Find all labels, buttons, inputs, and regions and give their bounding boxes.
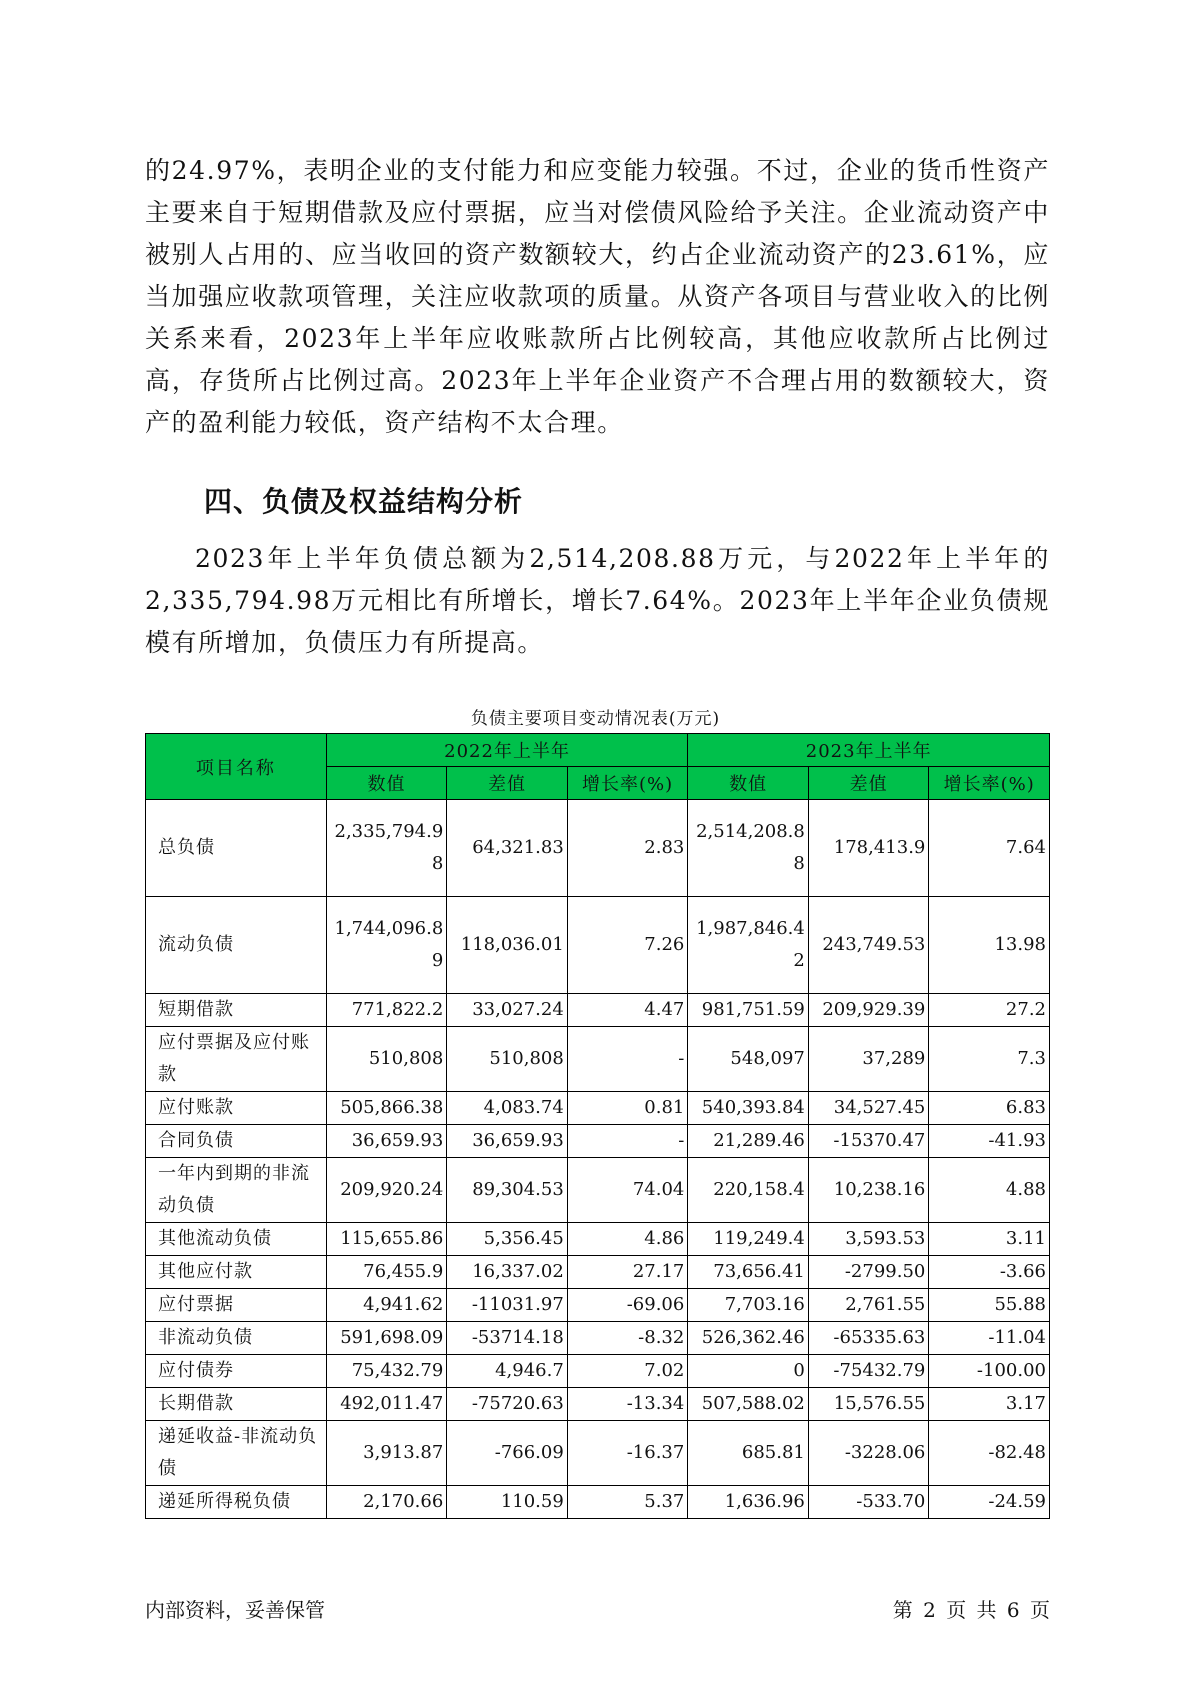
cell-growth-2022: 4.86 — [567, 1223, 688, 1256]
cell-item-name: 应付账款 — [146, 1092, 327, 1125]
cell-growth-2022: 7.26 — [567, 897, 688, 994]
table-row — [146, 1256, 1050, 1289]
cell-diff-2023: -65335.63 — [808, 1322, 929, 1355]
cell-diff-2023: 34,527.45 — [808, 1092, 929, 1125]
cell-value-2023: 526,362.46 — [688, 1322, 809, 1355]
table-row — [146, 1158, 1050, 1223]
section-heading-liability: 四、负债及权益结构分析 — [204, 485, 524, 518]
cell-diff-2022: 4,946.7 — [447, 1355, 568, 1388]
liability-change-table — [145, 733, 1050, 1519]
cell-value-2023: 220,158.4 — [688, 1158, 809, 1223]
cell-item-name: 递延所得税负债 — [146, 1486, 327, 1519]
cell-value-2023: 685.81 — [688, 1421, 809, 1486]
table-row — [146, 1092, 1050, 1125]
cell-item-name: 总负债 — [146, 800, 327, 897]
cell-value-2023: 73,656.41 — [688, 1256, 809, 1289]
cell-value-2022: 591,698.09 — [326, 1322, 447, 1355]
cell-growth-2022: - — [567, 1027, 688, 1092]
header-item-name: 项目名称 — [146, 734, 327, 800]
table-row — [146, 1289, 1050, 1322]
cell-diff-2023: 209,929.39 — [808, 994, 929, 1027]
footer-confidential-note: 内部资料，妥善保管 — [145, 1598, 325, 1622]
cell-growth-2022: 4.47 — [567, 994, 688, 1027]
cell-growth-2023: -82.48 — [929, 1421, 1050, 1486]
cell-value-2022: 209,920.24 — [326, 1158, 447, 1223]
cell-growth-2023: -41.93 — [929, 1125, 1050, 1158]
cell-diff-2023: 10,238.16 — [808, 1158, 929, 1223]
cell-diff-2023: 37,289 — [808, 1027, 929, 1092]
cell-growth-2022: 27.17 — [567, 1256, 688, 1289]
table-row — [146, 994, 1050, 1027]
cell-growth-2022: -16.37 — [567, 1421, 688, 1486]
cell-diff-2023: -75432.79 — [808, 1355, 929, 1388]
cell-diff-2023: 243,749.53 — [808, 897, 929, 994]
table-row — [146, 1421, 1050, 1486]
cell-diff-2023: -533.70 — [808, 1486, 929, 1519]
header-value-2022: 数值 — [326, 767, 447, 800]
cell-value-2022: 75,432.79 — [326, 1355, 447, 1388]
cell-value-2023: 2,514,208.88 — [688, 800, 809, 897]
cell-value-2023: 507,588.02 — [688, 1388, 809, 1421]
cell-growth-2023: -3.66 — [929, 1256, 1050, 1289]
paragraph-asset-summary: 的24.97%，表明企业的支付能力和应变能力较强。不过，企业的货币性资产主要来自于短期借款及应付票据，应当对偿债风险给予关注。企业流动资产中被别人占用的、应当收回的资产数额较大，约占企业流动资产的23.61%，应当加强应收款项管理，关注应收款项的质量。从资产各项目与营业收入的比例关系来看，2023年上半年应收账款所占比例较高，其他应收款所占比例过高，存货所占比例过高。2023年上半年企业资产不合理占用的数额较大，资产的盈利能力较低，资产结构不太合理。 — [145, 156, 1050, 437]
cell-diff-2022: 16,337.02 — [447, 1256, 568, 1289]
cell-value-2023: 1,987,846.42 — [688, 897, 809, 994]
cell-value-2023: 0 — [688, 1355, 809, 1388]
cell-diff-2022: 118,036.01 — [447, 897, 568, 994]
cell-value-2022: 76,455.9 — [326, 1256, 447, 1289]
cell-item-name: 递延收益-非流动负债 — [146, 1421, 327, 1486]
cell-diff-2022: 33,027.24 — [447, 994, 568, 1027]
header-growth-2023: 增长率(%) — [929, 767, 1050, 800]
cell-growth-2022: 74.04 — [567, 1158, 688, 1223]
cell-growth-2023: 3.11 — [929, 1223, 1050, 1256]
cell-value-2023: 548,097 — [688, 1027, 809, 1092]
cell-growth-2023: 7.64 — [929, 800, 1050, 897]
table-row — [146, 1027, 1050, 1092]
table-row — [146, 1355, 1050, 1388]
table-row — [146, 1223, 1050, 1256]
cell-diff-2022: -53714.18 — [447, 1322, 568, 1355]
footer-page-number: 第 2 页 共 6 页 — [892, 1598, 1050, 1622]
cell-diff-2023: 15,576.55 — [808, 1388, 929, 1421]
cell-item-name: 应付票据及应付账款 — [146, 1027, 327, 1092]
cell-growth-2023: -24.59 — [929, 1486, 1050, 1519]
table-row — [146, 1486, 1050, 1519]
cell-diff-2022: 89,304.53 — [447, 1158, 568, 1223]
cell-diff-2022: 36,659.93 — [447, 1125, 568, 1158]
cell-value-2022: 505,866.38 — [326, 1092, 447, 1125]
cell-growth-2023: 13.98 — [929, 897, 1050, 994]
cell-growth-2022: -13.34 — [567, 1388, 688, 1421]
header-value-2023: 数值 — [688, 767, 809, 800]
cell-diff-2023: 2,761.55 — [808, 1289, 929, 1322]
table-caption: 负债主要项目变动情况表(万元) — [470, 709, 721, 729]
cell-value-2022: 4,941.62 — [326, 1289, 447, 1322]
header-growth-2022: 增长率(%) — [567, 767, 688, 800]
cell-growth-2023: -100.00 — [929, 1355, 1050, 1388]
cell-growth-2023: 7.3 — [929, 1027, 1050, 1092]
table-body — [146, 800, 1050, 1519]
cell-diff-2022: 4,083.74 — [447, 1092, 568, 1125]
cell-diff-2022: -766.09 — [447, 1421, 568, 1486]
cell-growth-2022: 2.83 — [567, 800, 688, 897]
cell-growth-2022: -69.06 — [567, 1289, 688, 1322]
cell-value-2022: 510,808 — [326, 1027, 447, 1092]
cell-growth-2023: 3.17 — [929, 1388, 1050, 1421]
cell-item-name: 其他流动负债 — [146, 1223, 327, 1256]
cell-item-name: 一年内到期的非流动负债 — [146, 1158, 327, 1223]
table-row — [146, 800, 1050, 897]
cell-growth-2023: 4.88 — [929, 1158, 1050, 1223]
cell-value-2023: 21,289.46 — [688, 1125, 809, 1158]
cell-item-name: 其他应付款 — [146, 1256, 327, 1289]
cell-growth-2022: 7.02 — [567, 1355, 688, 1388]
cell-value-2022: 492,011.47 — [326, 1388, 447, 1421]
header-diff-2023: 差值 — [808, 767, 929, 800]
cell-item-name: 流动负债 — [146, 897, 327, 994]
cell-diff-2022: 510,808 — [447, 1027, 568, 1092]
cell-value-2023: 7,703.16 — [688, 1289, 809, 1322]
cell-diff-2023: -2799.50 — [808, 1256, 929, 1289]
cell-diff-2022: 64,321.83 — [447, 800, 568, 897]
table-row — [146, 1388, 1050, 1421]
cell-item-name: 非流动负债 — [146, 1322, 327, 1355]
cell-diff-2022: 110.59 — [447, 1486, 568, 1519]
cell-value-2022: 2,335,794.98 — [326, 800, 447, 897]
cell-item-name: 应付债券 — [146, 1355, 327, 1388]
cell-growth-2023: 27.2 — [929, 994, 1050, 1027]
cell-growth-2022: - — [567, 1125, 688, 1158]
cell-diff-2023: -15370.47 — [808, 1125, 929, 1158]
cell-value-2022: 36,659.93 — [326, 1125, 447, 1158]
cell-diff-2023: -3228.06 — [808, 1421, 929, 1486]
cell-item-name: 应付票据 — [146, 1289, 327, 1322]
cell-value-2023: 540,393.84 — [688, 1092, 809, 1125]
cell-value-2023: 119,249.4 — [688, 1223, 809, 1256]
table-row — [146, 1125, 1050, 1158]
cell-diff-2023: 178,413.9 — [808, 800, 929, 897]
paragraph-liability-summary: 2023年上半年负债总额为2,514,208.88万元，与2022年上半年的2,335,794.98万元相比有所增长，增长7.64%。2023年上半年企业负债规模有所增加，负债压力有所提高。 — [145, 544, 1050, 657]
cell-growth-2023: 6.83 — [929, 1092, 1050, 1125]
table-row — [146, 897, 1050, 994]
cell-diff-2022: -11031.97 — [447, 1289, 568, 1322]
cell-item-name: 短期借款 — [146, 994, 327, 1027]
cell-value-2023: 1,636.96 — [688, 1486, 809, 1519]
cell-value-2022: 771,822.2 — [326, 994, 447, 1027]
cell-growth-2022: 0.81 — [567, 1092, 688, 1125]
cell-value-2023: 981,751.59 — [688, 994, 809, 1027]
header-period-2022: 2022年上半年 — [326, 734, 688, 767]
cell-item-name: 合同负债 — [146, 1125, 327, 1158]
cell-item-name: 长期借款 — [146, 1388, 327, 1421]
cell-value-2022: 2,170.66 — [326, 1486, 447, 1519]
cell-diff-2022: -75720.63 — [447, 1388, 568, 1421]
cell-growth-2022: 5.37 — [567, 1486, 688, 1519]
cell-value-2022: 1,744,096.89 — [326, 897, 447, 994]
cell-value-2022: 115,655.86 — [326, 1223, 447, 1256]
table-row — [146, 1322, 1050, 1355]
cell-diff-2022: 5,356.45 — [447, 1223, 568, 1256]
cell-growth-2022: -8.32 — [567, 1322, 688, 1355]
cell-growth-2023: 55.88 — [929, 1289, 1050, 1322]
header-diff-2022: 差值 — [447, 767, 568, 800]
cell-growth-2023: -11.04 — [929, 1322, 1050, 1355]
cell-value-2022: 3,913.87 — [326, 1421, 447, 1486]
cell-diff-2023: 3,593.53 — [808, 1223, 929, 1256]
header-period-2023: 2023年上半年 — [688, 734, 1050, 767]
